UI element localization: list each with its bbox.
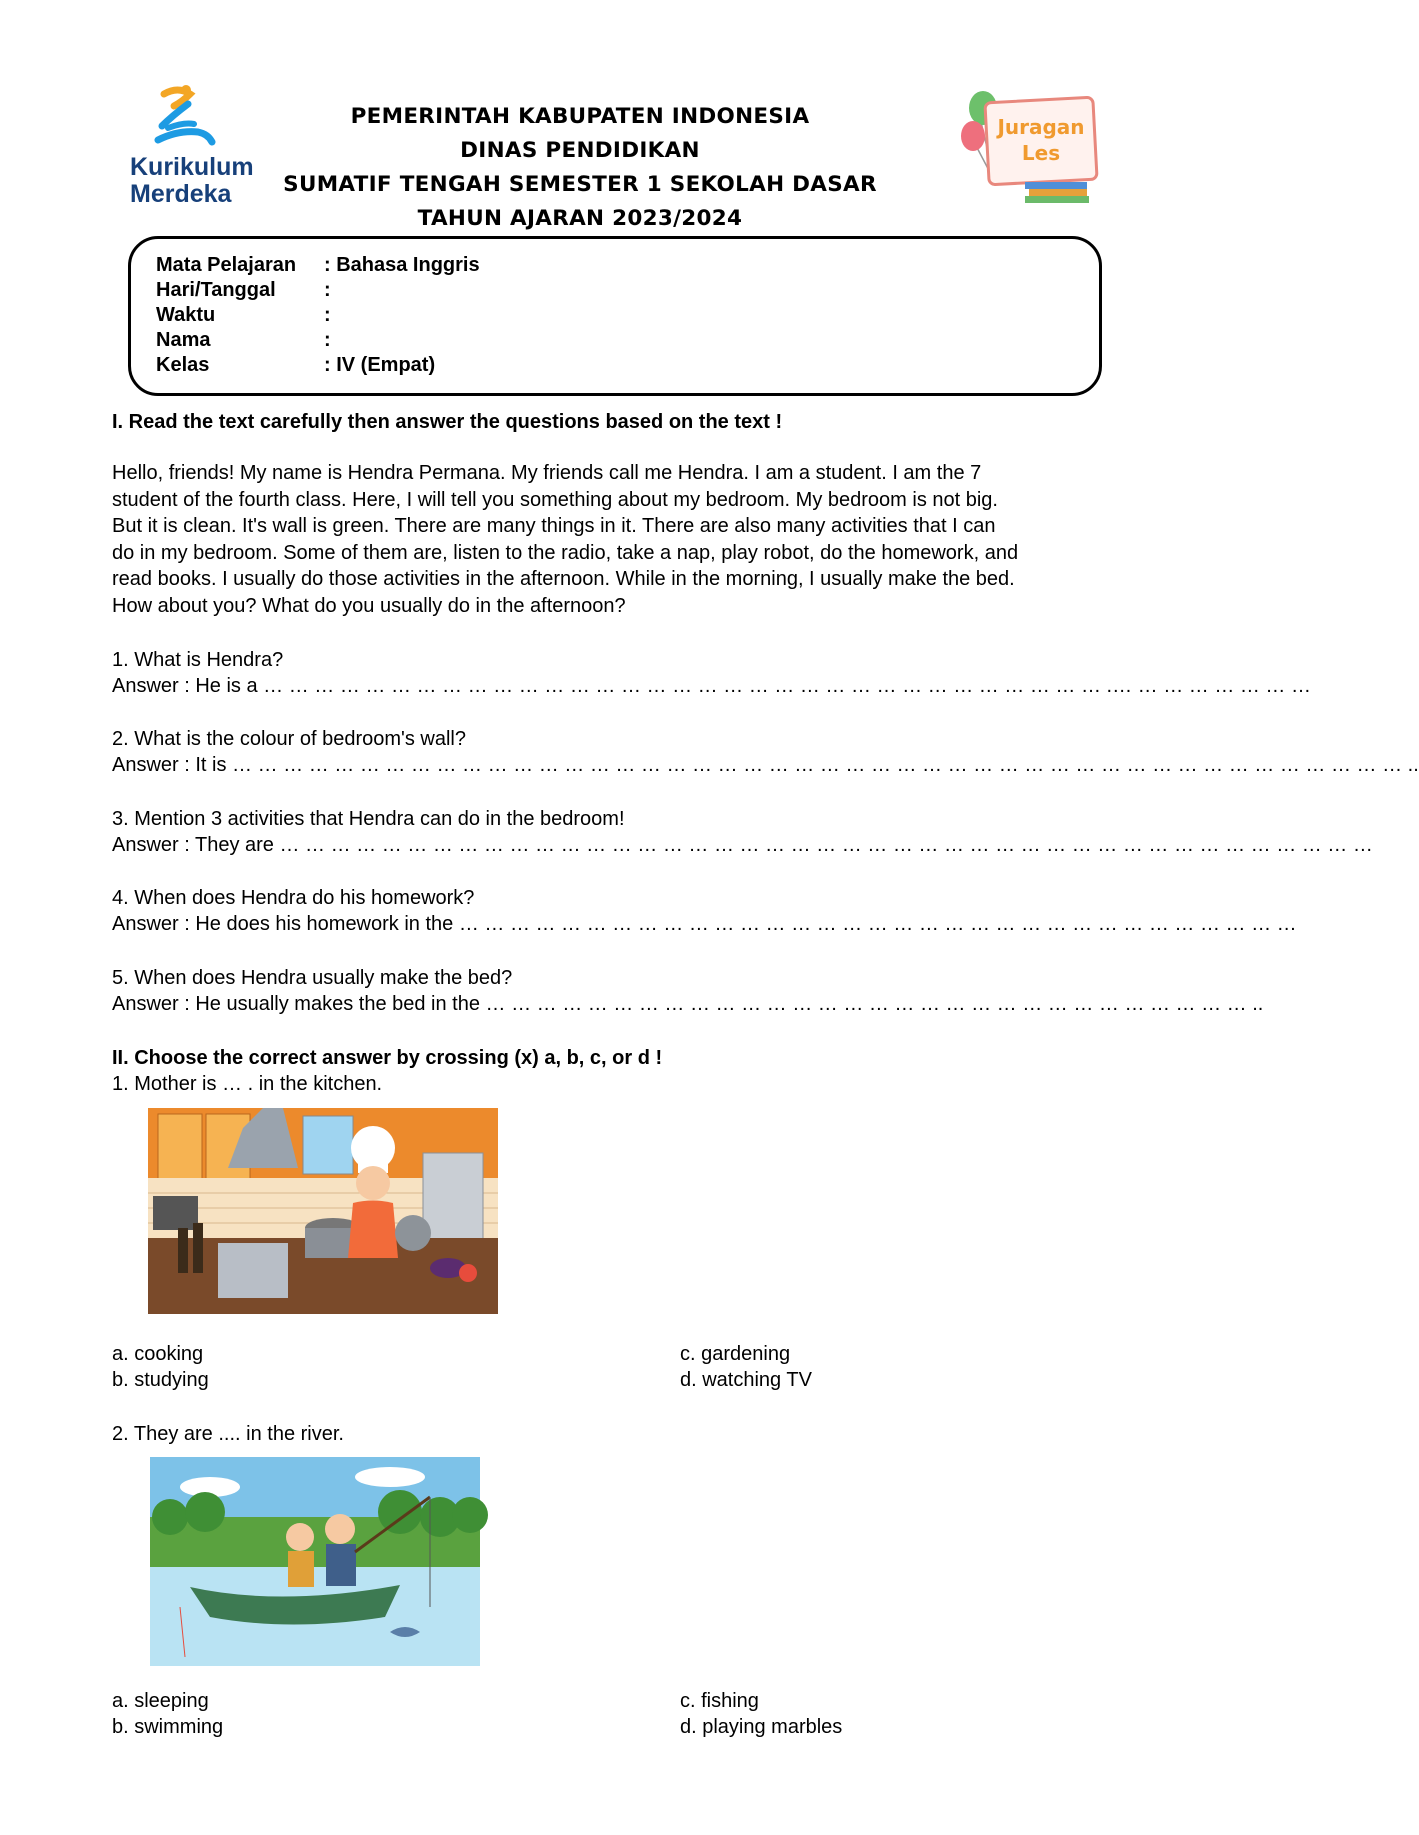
logo-les-text: Les [1021, 141, 1061, 165]
header-line-4: TAHUN AJARAN 2023/2024 [417, 206, 743, 231]
question-4: 4. When does Hendra do his homework? [112, 887, 475, 909]
info-value: : Bahasa Inggris [324, 254, 480, 276]
section-2-title: II. Choose the correct answer by crossing (x) a, b, c, or d ! [112, 1047, 663, 1069]
info-value: : [324, 279, 331, 301]
paragraph-line: How about you? What do you usually do in the afternoon? [112, 594, 626, 617]
river-fishing-illustration [150, 1457, 480, 1666]
info-label: Waktu [156, 304, 216, 326]
paragraph-line: Hello, friends! My name is Hendra Permana. My friends call me Hendra. I am a student. I am the 7 [112, 462, 982, 484]
info-label: Mata Pelajaran [156, 254, 297, 276]
option-2a[interactable]: a. sleeping [112, 1690, 209, 1712]
question-2: 2. What is the colour of bedroom's wall? [112, 728, 466, 750]
answer-line-2[interactable]: Answer : It is … … … … … … … … … … … … … … … … … … … … … … … … … … … … … … … … … … … … … … … … … … … … … … .. [112, 754, 1419, 776]
paragraph-line: But it is clean. It's wall is green. There are many things in it. There are also many activities that I can [112, 515, 996, 537]
answer-line-5[interactable]: Answer : He usually makes the bed in the … … … … … … … … … … … … … … … … … … … … … … … … … … … … … … .. [112, 993, 1264, 1015]
info-value: : IV (Empat) [324, 354, 436, 376]
info-value: : [324, 304, 331, 326]
paragraph-line: read books. I usually do those activities in the afternoon. While in the morning, I usually make the bed. [112, 568, 1015, 590]
header-line-3: SUMATIF TENGAH SEMESTER 1 SEKOLAH DASAR [283, 172, 877, 197]
page-header [240, 100, 920, 236]
answer-line-1[interactable]: Answer : He is a … … … … … … … … … … … … … … … … … … … … … … … … … … … … … … … … … .… … … … … … … … [112, 675, 1311, 697]
reading-paragraph [112, 460, 1102, 619]
juragan-les-logo [955, 82, 1105, 207]
paragraph-line: student of the fourth class. Here, I will tell you something about my bedroom. My bedroom is not big. [112, 488, 998, 511]
option-2d[interactable]: d. playing marbles [680, 1716, 843, 1738]
mc-question-1: 1. Mother is … . in the kitchen. [112, 1073, 383, 1095]
answer-line-4[interactable]: Answer : He does his homework in the … … … … … … … … … … … … … … … … … … … … … … … … … … … … … … … … … [112, 913, 1297, 935]
info-label: Hari/Tanggal [156, 279, 276, 301]
question-5: 5. When does Hendra usually make the bed? [112, 967, 513, 989]
logo-juragan-text: Juragan [997, 115, 1085, 139]
info-label: Kelas [156, 354, 210, 376]
answer-line-3[interactable]: Answer : They are … … … … … … … … … … … … … … … … … … … … … … … … … … … … … … … … … … … … … … … … … … … [112, 834, 1373, 856]
option-1b[interactable]: b. studying [112, 1369, 209, 1391]
paragraph-line: do in my bedroom. Some of them are, listen to the radio, take a nap, play robot, do the homework, and [112, 541, 1019, 564]
mc-question-2: 2. They are .... in the river. [112, 1423, 344, 1445]
info-value: : [324, 329, 331, 351]
question-1: 1. What is Hendra? [112, 649, 284, 671]
option-2c[interactable]: c. fishing [680, 1690, 759, 1712]
option-1c[interactable]: c. gardening [680, 1343, 791, 1365]
option-2b[interactable]: b. swimming [112, 1716, 224, 1738]
logo-text-line1: Kurikulum [130, 153, 254, 181]
info-label: Nama [156, 329, 211, 351]
kitchen-cooking-illustration [148, 1108, 498, 1314]
option-1a[interactable]: a. cooking [112, 1343, 204, 1365]
section-1-title: I. Read the text carefully then answer the questions based on the text ! [112, 411, 783, 433]
logo-text-line2: Merdeka [130, 180, 232, 208]
option-1d[interactable]: d. watching TV [680, 1369, 812, 1391]
header-line-1: PEMERINTAH KABUPATEN INDONESIA [350, 104, 810, 129]
question-3: 3. Mention 3 activities that Hendra can do in the bedroom! [112, 808, 625, 830]
header-line-2: DINAS PENDIDIKAN [460, 138, 700, 163]
student-info-box [128, 236, 1102, 396]
